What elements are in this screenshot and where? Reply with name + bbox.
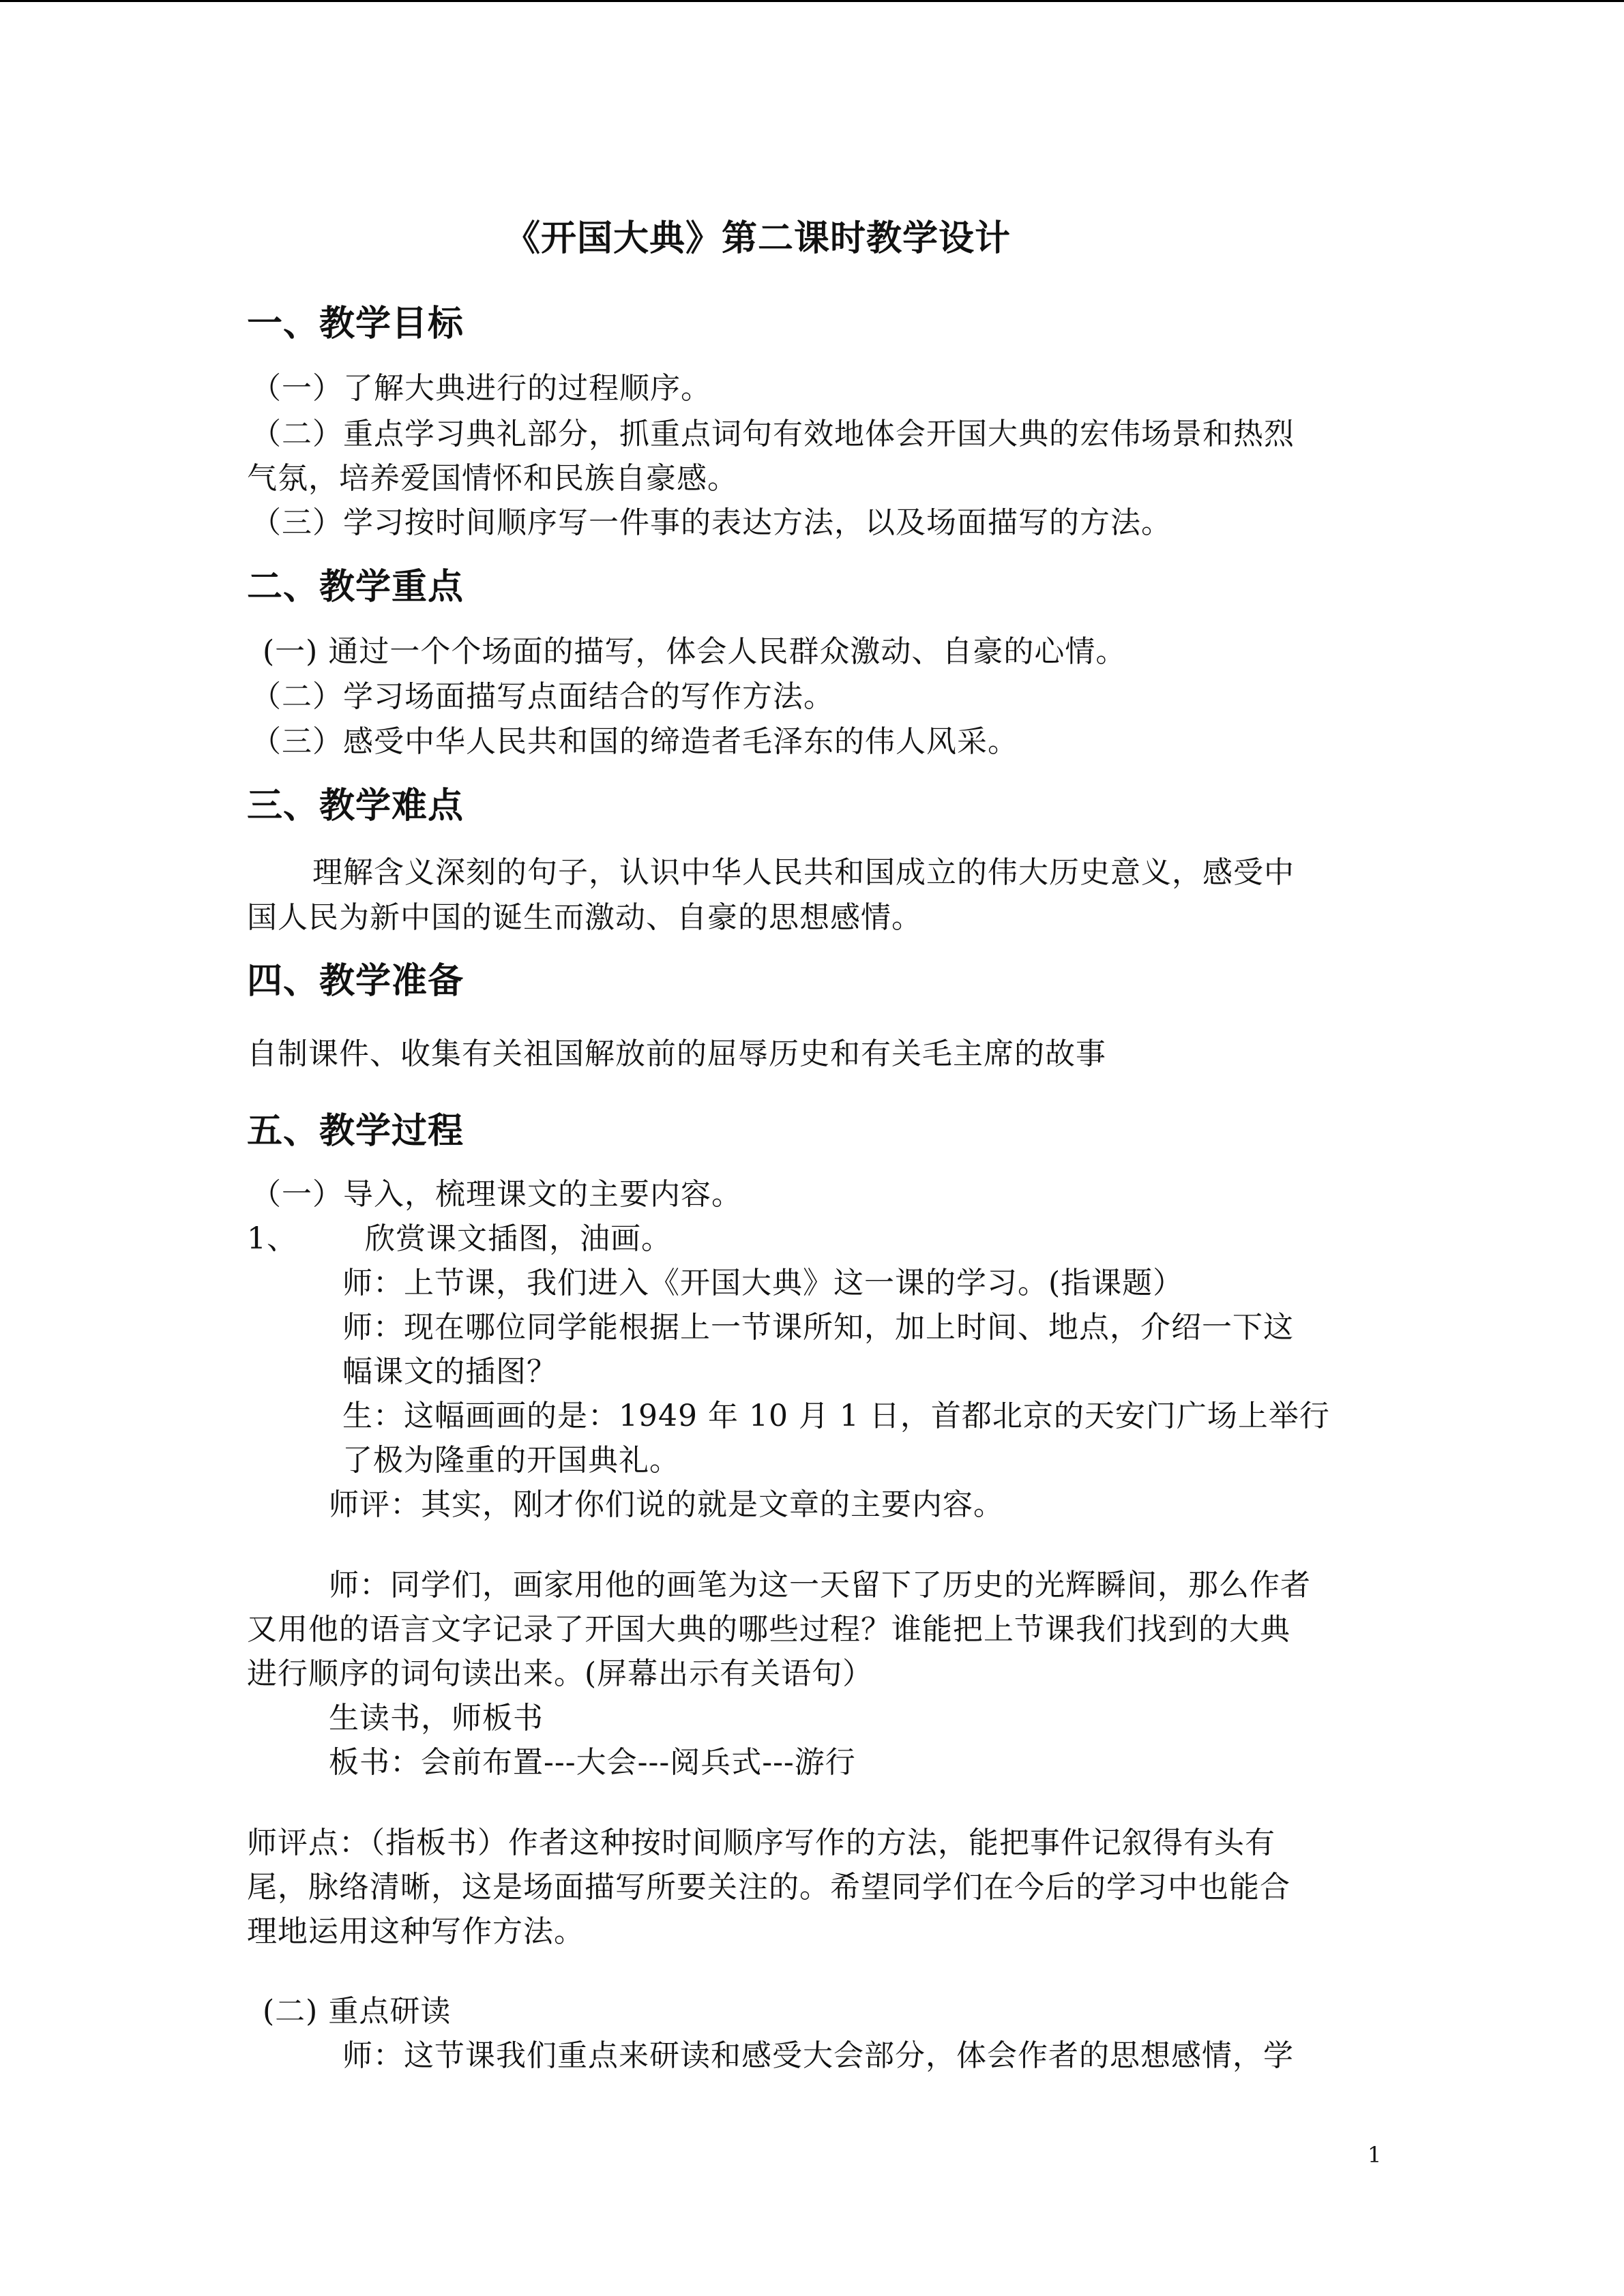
document-title: 《开国大典》第二课时教学设计: [505, 218, 1012, 259]
dialogue-line-2-cont: 幅课文的插图？: [342, 1354, 557, 1389]
subsection-focus: (二) 重点研读: [263, 1994, 452, 2029]
page-number: 1: [1368, 2142, 1382, 2168]
section-heading-objectives: 一、教学目标: [247, 303, 464, 344]
process-step-1: 欣赏课文插图，油画。: [365, 1221, 672, 1256]
objective-line-3: （三）学习按时间顺序写一件事的表达方法，以及场面描写的方法。: [251, 505, 1172, 540]
paragraph-line-3: 进行顺序的词句读出来。(屏幕出示有关语句）: [247, 1656, 874, 1691]
blackboard-line: 板书：会前布置---大会---阅兵式---游行: [329, 1745, 856, 1780]
paragraph-line-4: 生读书，师板书: [329, 1701, 544, 1735]
focus-line-1: 师：这节课我们重点来研读和感受大会部分，体会作者的思想感情，学: [342, 2038, 1294, 2073]
dialogue-line-3: 生：这幅画画的是：1949 年 10 月 1 日，首都北京的天安门广场上举行: [342, 1399, 1330, 1433]
dialogue-line-4: 师评：其实，刚才你们说的就是文章的主要内容。: [329, 1487, 1004, 1522]
key-point-line-1: (一) 通过一个个场面的描写，体会人民群众激动、自豪的心情。: [263, 634, 1127, 669]
dialogue-line-3-cont: 了极为隆重的开国典礼。: [342, 1443, 680, 1478]
section-heading-preparation: 四、教学准备: [247, 961, 464, 1002]
dialogue-line-2: 师：现在哪位同学能根据上一节课所知，加上时间、地点，介绍一下这: [342, 1310, 1294, 1345]
key-point-line-3: （三）感受中华人民共和国的缔造者毛泽东的伟人风采。: [251, 724, 1018, 759]
key-point-line-2: （二）学习场面描写点面结合的写作方法。: [251, 679, 834, 714]
list-number-1: 1、: [247, 1221, 297, 1256]
section-heading-process: 五、教学过程: [247, 1111, 464, 1152]
objective-line-2: （二）重点学习典礼部分，抓重点词句有效地体会开国大典的宏伟场景和热烈: [251, 417, 1295, 451]
process-intro-line: （一）导入，梳理课文的主要内容。: [251, 1177, 742, 1212]
difficulty-line-2: 国人民为新中国的诞生而激动、自豪的思想感情。: [247, 900, 922, 935]
comment-line-1: 师评点：（指板书）作者这种按时间顺序写作的方法，能把事件记叙得有头有: [247, 1825, 1275, 1860]
preparation-line: 自制课件、收集有关祖国解放前的屈辱历史和有关毛主席的故事: [247, 1037, 1106, 1071]
comment-line-3: 理地运用这种写作方法。: [247, 1914, 585, 1949]
paragraph-line-2: 又用他的语言文字记录了开国大典的哪些过程？谁能把上节课我们找到的大典: [247, 1612, 1290, 1647]
dialogue-line-1: 师：上节课，我们进入《开国大典》这一课的学习。(指课题）: [342, 1266, 1184, 1300]
section-heading-difficulties: 三、教学难点: [247, 786, 464, 826]
objective-line-2-cont: 气氛，培养爱国情怀和民族自豪感。: [247, 461, 738, 496]
section-heading-key-points: 二、教学重点: [247, 567, 464, 608]
paragraph-line-1: 师：同学们，画家用他的画笔为这一天留下了历史的光辉瞬间，那么作者: [329, 1568, 1311, 1602]
objective-line-1: （一）了解大典进行的过程顺序。: [251, 371, 711, 406]
comment-line-2: 尾，脉络清晰，这是场面描写所要关注的。希望同学们在今后的学习中也能合: [247, 1870, 1290, 1905]
difficulty-line-1: 理解含义深刻的句子，认识中华人民共和国成立的伟大历史意义，感受中: [312, 855, 1295, 890]
